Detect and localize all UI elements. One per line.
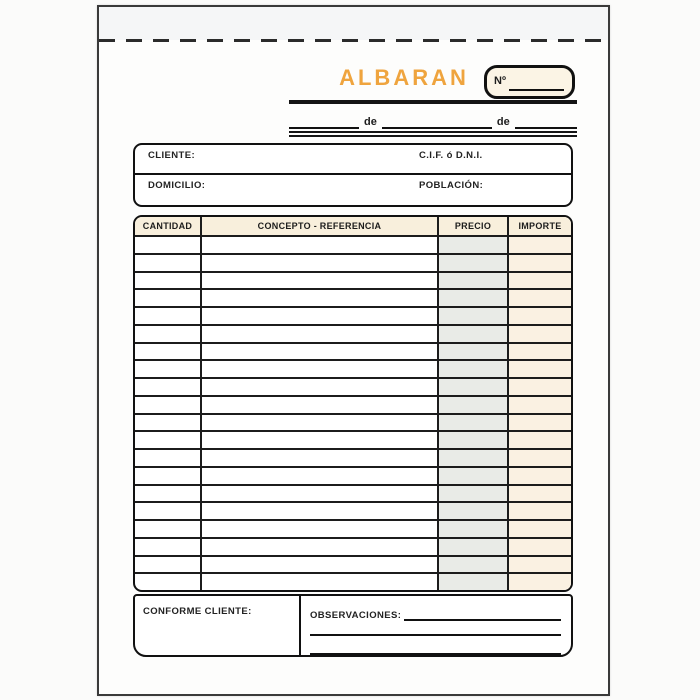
cell-concepto-referencia bbox=[202, 308, 439, 324]
cell-precio bbox=[439, 326, 509, 342]
title-underline-rule bbox=[289, 100, 577, 104]
customer-row-1 bbox=[135, 145, 571, 175]
cell-importe bbox=[509, 415, 571, 431]
cell-cantidad bbox=[135, 308, 202, 324]
cell-concepto-referencia bbox=[202, 539, 439, 555]
form-title: ALBARAN bbox=[339, 65, 469, 90]
cell-cantidad bbox=[135, 273, 202, 289]
cell-cantidad bbox=[135, 415, 202, 431]
cell-precio bbox=[439, 379, 509, 395]
cell-precio bbox=[439, 273, 509, 289]
cell-importe bbox=[509, 450, 571, 466]
perforation-dashed-line bbox=[99, 39, 608, 42]
cell-concepto-referencia bbox=[202, 557, 439, 573]
table-row bbox=[135, 288, 571, 306]
table-row bbox=[135, 519, 571, 537]
cell-importe bbox=[509, 326, 571, 342]
cell-precio bbox=[439, 557, 509, 573]
cell-cantidad bbox=[135, 450, 202, 466]
client-label: CLIENTE: bbox=[148, 150, 196, 161]
cell-cantidad bbox=[135, 255, 202, 271]
conforme-cliente-cell bbox=[135, 596, 301, 655]
observaciones-blank-line bbox=[310, 634, 561, 636]
date-blank-month bbox=[382, 112, 492, 129]
cell-concepto-referencia bbox=[202, 574, 439, 590]
observaciones-blank-line bbox=[310, 653, 561, 655]
cell-importe bbox=[509, 237, 571, 253]
cell-cantidad bbox=[135, 326, 202, 342]
table-row bbox=[135, 448, 571, 466]
cell-importe bbox=[509, 290, 571, 306]
cell-cantidad bbox=[135, 521, 202, 537]
cell-importe bbox=[509, 344, 571, 360]
cell-concepto-referencia bbox=[202, 326, 439, 342]
table-row bbox=[135, 395, 571, 413]
cell-concepto-referencia bbox=[202, 521, 439, 537]
cell-cantidad bbox=[135, 290, 202, 306]
table-row bbox=[135, 537, 571, 555]
table-row bbox=[135, 235, 571, 253]
cell-precio bbox=[439, 486, 509, 502]
cell-importe bbox=[509, 539, 571, 555]
number-blank-line bbox=[509, 73, 564, 91]
table-row bbox=[135, 271, 571, 289]
cell-cantidad bbox=[135, 486, 202, 502]
cell-cantidad bbox=[135, 468, 202, 484]
cell-concepto-referencia bbox=[202, 450, 439, 466]
customer-row-2 bbox=[135, 175, 571, 205]
table-row bbox=[135, 342, 571, 360]
cell-importe bbox=[509, 521, 571, 537]
cell-precio bbox=[439, 344, 509, 360]
cell-precio bbox=[439, 450, 509, 466]
table-row bbox=[135, 484, 571, 502]
city-label: POBLACIÓN: bbox=[419, 180, 484, 191]
table-row bbox=[135, 572, 571, 590]
cell-concepto-referencia bbox=[202, 273, 439, 289]
table-row bbox=[135, 324, 571, 342]
items-table bbox=[133, 215, 573, 592]
date-underline-double-rule bbox=[289, 131, 577, 137]
column-header-importe: IMPORTE bbox=[518, 221, 562, 231]
cell-precio bbox=[439, 415, 509, 431]
cell-importe bbox=[509, 557, 571, 573]
cif-label: C.I.F. ó D.N.I. bbox=[419, 150, 483, 161]
conforme-cliente-label: CONFORME CLIENTE: bbox=[143, 606, 252, 617]
cell-concepto-referencia bbox=[202, 237, 439, 253]
column-header-precio: PRECIO bbox=[439, 217, 509, 235]
table-body bbox=[135, 235, 571, 590]
table-row bbox=[135, 430, 571, 448]
cell-cantidad bbox=[135, 503, 202, 519]
table-row bbox=[135, 359, 571, 377]
cell-cantidad bbox=[135, 379, 202, 395]
cell-importe bbox=[509, 273, 571, 289]
cell-precio bbox=[439, 574, 509, 590]
observaciones-cell bbox=[301, 596, 571, 655]
date-separator: de bbox=[496, 116, 510, 128]
table-row bbox=[135, 466, 571, 484]
cell-precio bbox=[439, 539, 509, 555]
cell-cantidad bbox=[135, 557, 202, 573]
cell-concepto-referencia bbox=[202, 415, 439, 431]
cell-cantidad bbox=[135, 432, 202, 448]
cell-concepto-referencia bbox=[202, 468, 439, 484]
cell-concepto-referencia bbox=[202, 379, 439, 395]
cell-concepto-referencia bbox=[202, 486, 439, 502]
cell-cantidad bbox=[135, 344, 202, 360]
cell-importe bbox=[509, 574, 571, 590]
cell-precio bbox=[439, 308, 509, 324]
observaciones-blank-line bbox=[404, 611, 561, 621]
cell-precio bbox=[439, 361, 509, 377]
albaran-form-sheet bbox=[97, 5, 610, 696]
table-row bbox=[135, 377, 571, 395]
cell-cantidad bbox=[135, 397, 202, 413]
customer-info-box bbox=[133, 143, 573, 207]
date-line bbox=[289, 114, 577, 129]
cell-precio bbox=[439, 237, 509, 253]
cell-concepto-referencia bbox=[202, 432, 439, 448]
table-row bbox=[135, 306, 571, 324]
cell-precio bbox=[439, 290, 509, 306]
cell-importe bbox=[509, 379, 571, 395]
cell-concepto-referencia bbox=[202, 344, 439, 360]
cell-cantidad bbox=[135, 539, 202, 555]
observaciones-row bbox=[310, 610, 561, 621]
table-row bbox=[135, 501, 571, 519]
date-blank-day bbox=[289, 112, 359, 129]
cell-importe bbox=[509, 432, 571, 448]
address-label: DOMICILIO: bbox=[148, 180, 206, 191]
cell-importe bbox=[509, 468, 571, 484]
cell-cantidad bbox=[135, 361, 202, 377]
cell-concepto-referencia bbox=[202, 503, 439, 519]
cell-importe bbox=[509, 308, 571, 324]
footer-box bbox=[133, 594, 573, 657]
pad-glue-strip bbox=[99, 7, 608, 40]
cell-concepto-referencia bbox=[202, 255, 439, 271]
cell-importe bbox=[509, 255, 571, 271]
table-row bbox=[135, 555, 571, 573]
cell-precio bbox=[439, 432, 509, 448]
cell-precio bbox=[439, 397, 509, 413]
date-blank-year bbox=[515, 112, 577, 129]
cell-importe bbox=[509, 486, 571, 502]
table-row bbox=[135, 253, 571, 271]
column-header-concepto-referencia: CONCEPTO - REFERENCIA bbox=[202, 217, 439, 235]
cell-precio bbox=[439, 468, 509, 484]
cell-precio bbox=[439, 503, 509, 519]
cell-importe bbox=[509, 361, 571, 377]
document-number-box bbox=[484, 65, 575, 99]
cell-precio bbox=[439, 255, 509, 271]
column-header-cantidad: CANTIDAD bbox=[135, 217, 202, 235]
cell-importe bbox=[509, 397, 571, 413]
cell-cantidad bbox=[135, 574, 202, 590]
cell-cantidad bbox=[135, 237, 202, 253]
cell-precio bbox=[439, 521, 509, 537]
cell-concepto-referencia bbox=[202, 361, 439, 377]
date-separator: de bbox=[364, 116, 377, 128]
table-row bbox=[135, 413, 571, 431]
number-label: Nº bbox=[494, 75, 506, 87]
cell-importe bbox=[509, 503, 571, 519]
observaciones-label: OBSERVACIONES: bbox=[310, 610, 402, 621]
table-header-row bbox=[135, 217, 571, 235]
cell-concepto-referencia bbox=[202, 290, 439, 306]
cell-concepto-referencia bbox=[202, 397, 439, 413]
